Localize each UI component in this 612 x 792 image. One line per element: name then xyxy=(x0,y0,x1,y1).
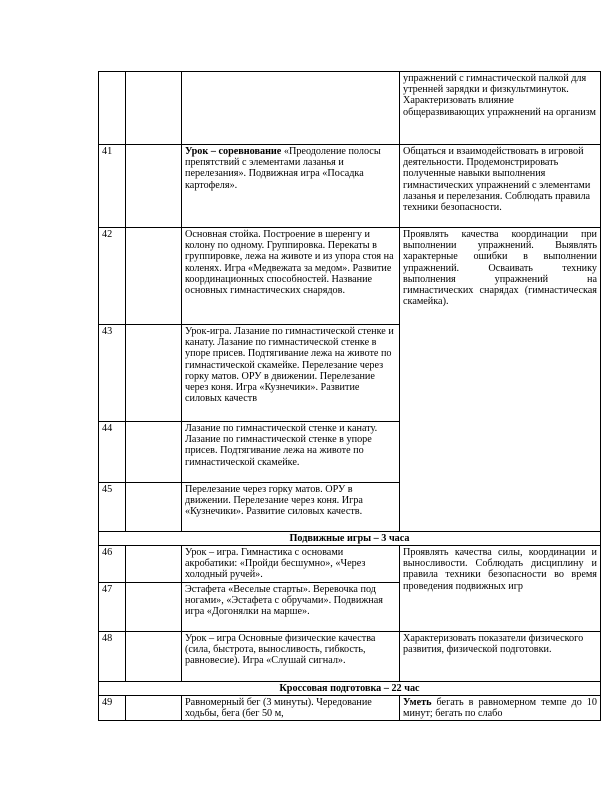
lesson-topic-cell: Эстафета «Веселые старты». Веревочка под ногами», «Эстафета с обручами». Подвижная игра «Догонялки на марше». xyxy=(182,583,400,632)
skill-keyword: Уметь xyxy=(403,697,432,708)
lesson-topic-cell: Основная стойка. Построение в шеренгу и колону по одному. Группировка. Перекаты в группировке, лежа на животе и из упора стоя на коленях. Игра «Медвежата за медом». Развитие координационных способностей. Название основных гимнастических снарядов. xyxy=(182,228,400,325)
lesson-topic-cell: Равномерный бег (3 минуты). Чередование ходьбы, бега (бег 50 м, xyxy=(182,696,400,721)
table-row xyxy=(99,145,601,228)
section-row xyxy=(99,532,601,546)
lesson-number-cell: 44 xyxy=(99,422,126,483)
lesson-topic-cell: Урок – игра Основные физические качества (сила, быстрота, выносливость, гибкость, равновесие). Игра «Слушай сигнал». xyxy=(182,632,400,682)
activity-characteristic-cell xyxy=(400,696,601,721)
activity-characteristic-cell: упражнений с гимнастической палкой для утренней зарядки и физкультминуток. Характеризовать влияние общеразвивающих упражнений на организм xyxy=(400,72,601,145)
lesson-type-label: Урок – соревнование xyxy=(185,146,282,157)
date-cell xyxy=(126,483,182,532)
skill-text: бегать в равномерном темпе до 10 минут; бегать по слабо xyxy=(403,697,597,720)
table-row xyxy=(99,632,601,682)
lesson-topic-cell: Урок-игра. Лазание по гимнастической стенке и канату. Лазание по гимнастической стенке в упоре присев. Подтягивание лежа на животе по гимнастической скамейке. Перелезание через горку матов. ОРУ в движении. Перелезание через коня. Игра «Кузнечики». Развитие силовых качеств xyxy=(182,325,400,422)
activity-characteristic-cell: Общаться и взаимодействовать в игровой деятельности. Продемонстрировать полученные навыки выполнения гимнастических упражнений с элементами лазанья и перелезания. Соблюдать правила техники безопасности. xyxy=(400,145,601,228)
date-cell xyxy=(126,72,182,145)
lesson-number-cell: 43 xyxy=(99,325,126,422)
table-row xyxy=(99,546,601,583)
table-row xyxy=(99,72,601,145)
section-row xyxy=(99,682,601,696)
lesson-number-cell: 46 xyxy=(99,546,126,583)
lesson-topic-cell: Урок – игра. Гимнастика с основами акробатики: «Пройди бесшумно», «Через холодный ручей». xyxy=(182,546,400,583)
lesson-topic-cell: Перелезание через горку матов. ОРУ в движении. Перелезание через коня. Игра «Кузнечики». Развитие силовых качеств. xyxy=(182,483,400,532)
lesson-topic-cell xyxy=(182,72,400,145)
lesson-topic-cell xyxy=(182,145,400,228)
lesson-topic-cell: Лазание по гимнастической стенке и канату. Лазание по гимнастической стенке в упоре присев. Подтягивание лежа на животе по гимнастической скамейке. xyxy=(182,422,400,483)
lesson-number-cell: 42 xyxy=(99,228,126,325)
lesson-number-cell xyxy=(99,72,126,145)
activity-characteristic-cell: Проявлять качества координации при выполнении упражнений. Выявлять характерные ошибки в выполнении упражнений. Осваивать технику выполнения упражнений на гимнастических снарядах (гимнастическая скамейка). xyxy=(400,228,601,532)
table-row xyxy=(99,696,601,721)
date-cell xyxy=(126,145,182,228)
lesson-topic-text: «Преодоление полосы препятствий с элементами лазанья и перелезания». Подвижная игра «Посадка картофеля». xyxy=(185,146,381,191)
lesson-number-cell: 41 xyxy=(99,145,126,228)
date-cell xyxy=(126,583,182,632)
section-heading: Подвижные игры – 3 часа xyxy=(99,532,601,546)
activity-characteristic-cell: Проявлять качества силы, координации и выносливости. Соблюдать дисциплину и правила техники безопасности во время проведения подвижных игр xyxy=(400,546,601,632)
lesson-number-cell: 48 xyxy=(99,632,126,682)
date-cell xyxy=(126,228,182,325)
lesson-number-cell: 45 xyxy=(99,483,126,532)
section-heading: Кроссовая подготовка – 22 час xyxy=(99,682,601,696)
lesson-plan-table xyxy=(98,71,601,721)
table-row xyxy=(99,228,601,325)
date-cell xyxy=(126,696,182,721)
lesson-number-cell: 47 xyxy=(99,583,126,632)
date-cell xyxy=(126,422,182,483)
activity-characteristic-cell: Характеризовать показатели физического развития, физической подготовки. xyxy=(400,632,601,682)
date-cell xyxy=(126,325,182,422)
date-cell xyxy=(126,546,182,583)
lesson-number-cell: 49 xyxy=(99,696,126,721)
date-cell xyxy=(126,632,182,682)
